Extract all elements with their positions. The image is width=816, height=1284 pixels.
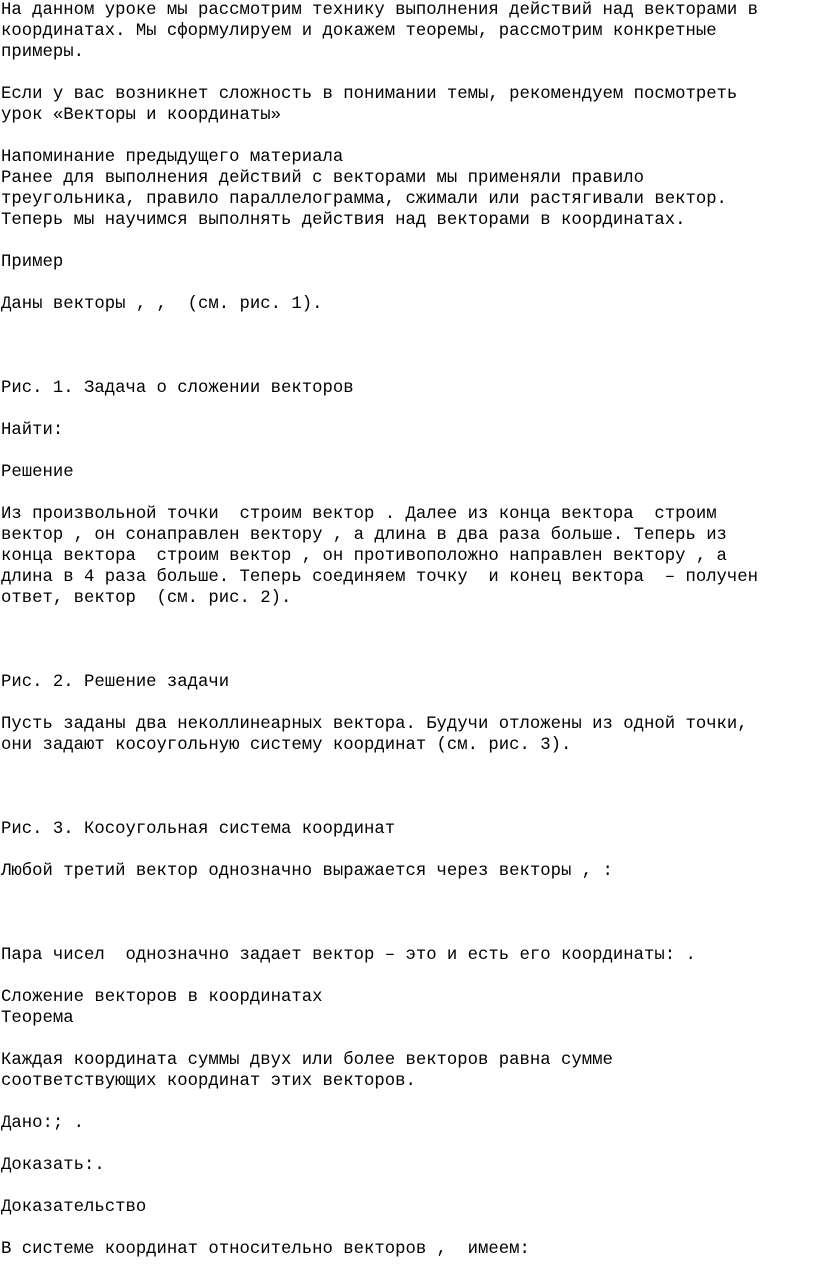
document-body <box>1 0 816 1260</box>
prove-label: Доказать:. <box>1 1156 105 1175</box>
theorem-line-2: соответствующих координат этих векторов. <box>1 1072 416 1091</box>
intro-line-2: координатах. Мы сформулируем и докажем теоремы, рассмотрим конкретные <box>1 22 717 41</box>
theorem-line-1: Каждая координата суммы двух или более векторов равна сумме <box>1 1051 613 1070</box>
figure-1-caption: Рис. 1. Задача о сложении векторов <box>1 379 354 398</box>
proof-heading: Доказательство <box>1 1198 147 1217</box>
third-vector-text: Любой третий вектор однозначно выражается через векторы , : <box>1 862 613 881</box>
reminder-line-3: Теперь мы научимся выполнять действия над векторами в координатах. <box>1 211 686 230</box>
proof-text: В системе координат относительно векторов , имеем: <box>1 1240 530 1259</box>
intro-line-3: примеры. <box>1 43 84 62</box>
example-heading: Пример <box>1 253 64 272</box>
recommend-line-2: урок «Векторы и координаты» <box>1 106 282 125</box>
solution-heading: Решение <box>1 463 74 482</box>
reminder-line-2: треугольника, правило параллелограмма, сжимали или растягивали вектор. <box>1 190 727 209</box>
figure-3-caption: Рис. 3. Косоугольная система координат <box>1 820 396 839</box>
noncollinear-line-2: они задают косоугольную систему координат (см. рис. 3). <box>1 736 572 755</box>
noncollinear-line-1: Пусть заданы два неколлинеарных вектора. Будучи отложены из одной точки, <box>1 715 748 734</box>
reminder-heading: Напоминание предыдущего материала <box>1 148 344 167</box>
theorem-label: Теорема <box>1 1009 74 1028</box>
find-label: Найти: <box>1 421 64 440</box>
intro-line-1: На данном уроке мы рассмотрим технику выполнения действий над векторами в <box>1 1 759 20</box>
given-label: Дано:; . <box>1 1114 84 1133</box>
solution-line-4: длина в 4 раза больше. Теперь соединяем точку и конец вектора – получен <box>1 568 759 587</box>
solution-line-3: конца вектора строим вектор , он противоположно направлен вектору , а <box>1 547 727 566</box>
recommend-line-1: Если у вас возникнет сложность в понимании темы, рекомендуем посмотреть <box>1 85 738 104</box>
solution-line-2: вектор , он сонаправлен вектору , а длина в два раза больше. Теперь из <box>1 526 727 545</box>
solution-line-1: Из произвольной точки строим вектор . Далее из конца вектора строим <box>1 505 717 524</box>
given-vectors-text: Даны векторы , , (см. рис. 1). <box>1 295 323 314</box>
reminder-line-1: Ранее для выполнения действий с векторами мы применяли правило <box>1 169 644 188</box>
figure-2-caption: Рис. 2. Решение задачи <box>1 673 230 692</box>
pair-of-numbers-text: Пара чисел однозначно задает вектор – это и есть его координаты: . <box>1 946 696 965</box>
solution-line-5: ответ, вектор (см. рис. 2). <box>1 589 292 608</box>
addition-heading: Сложение векторов в координатах <box>1 988 323 1007</box>
